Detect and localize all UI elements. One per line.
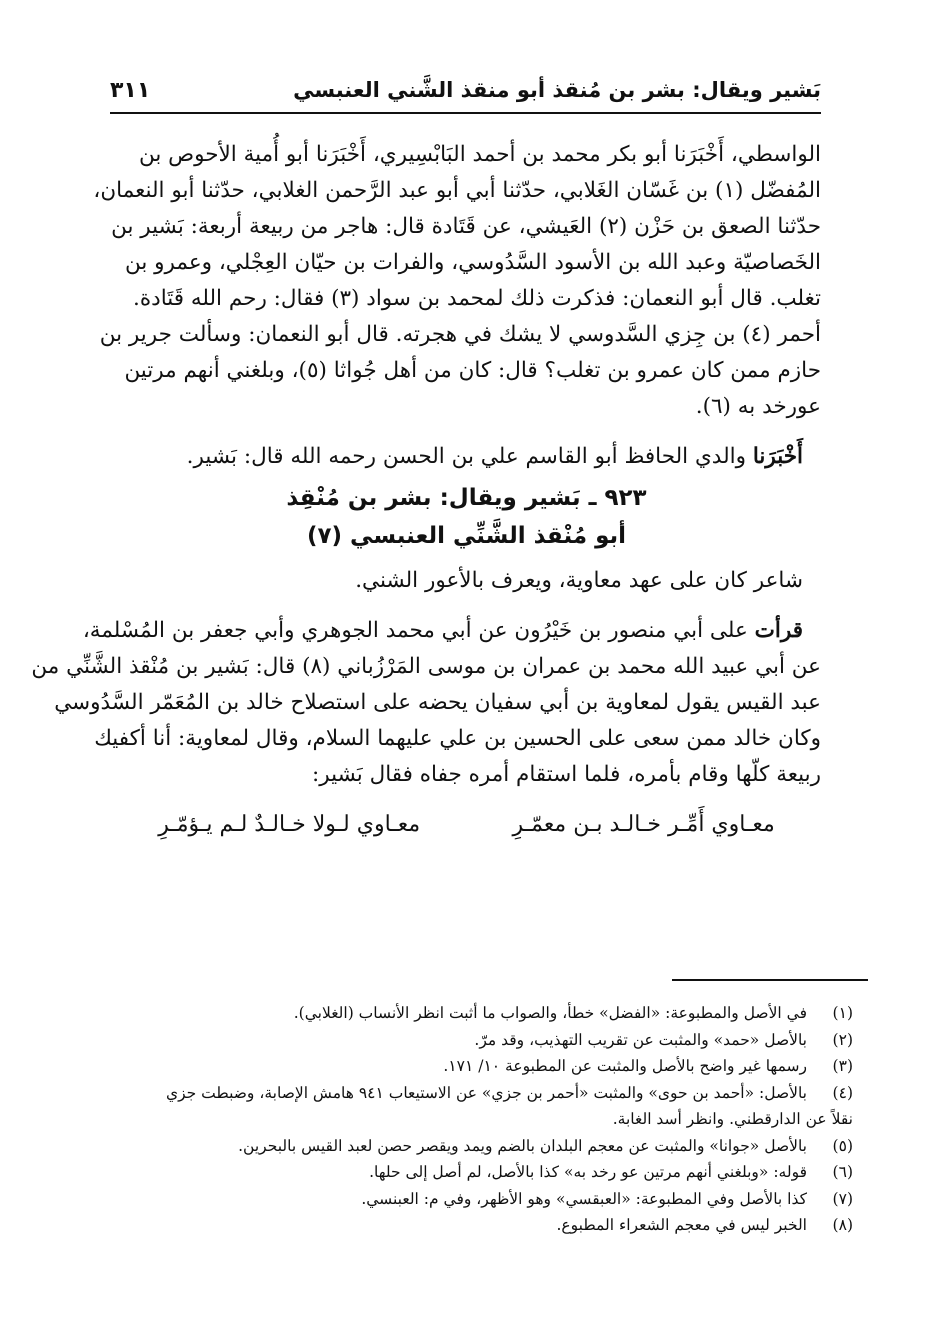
footnote-number: (٢) xyxy=(832,1030,853,1049)
paragraph-qara-tu xyxy=(31,613,821,793)
text-line: ربيعة كلّها وقام بأمره، فلما استقام أمره جفاه فقال بَشير: xyxy=(312,762,821,787)
footnote-text: الخبر ليس في معجم الشعراء المطبوع. xyxy=(556,1216,807,1234)
footnote-text: بالأصل «حمد» والمثبت عن تقريب التهذيب، وقد مرّ. xyxy=(474,1030,807,1049)
paragraph-text: والدي الحافظ أبو القاسم علي بن الحسن رحمه الله قال: بَشير. xyxy=(186,444,746,469)
text-line: حازم ممن كان عمرو بن تغلب؟ قال: كان من أهل جُواثا (٥)، وبلغني أنهم مرتين xyxy=(124,358,821,383)
text-line xyxy=(82,613,821,649)
text-line: المُفضّل (١) بن غَسّان الغَلابي، حدّثنا أبي أبو عبد الرَّحمن الغلابي، حدّثنا أبو النعمان، xyxy=(93,178,821,203)
poem-verse xyxy=(112,807,821,843)
footnote xyxy=(112,1000,853,1027)
footnote-number: (١) xyxy=(832,1004,853,1022)
paragraph-isnad xyxy=(93,137,821,425)
footnote-number: (٣) xyxy=(832,1057,853,1075)
footnote-text: كذا بالأصل وفي المطبوعة: «العبقسي» وهو الأظهر، وفي م: العبنسي. xyxy=(361,1189,807,1208)
paragraph-lead-word: قرأت xyxy=(754,618,803,643)
text-line: الواسطي، أَخْبَرَنا أبو بكر محمد بن أحمد البَابْسِيري، أَخْبَرَنا أبو أُمية الأحوص بن xyxy=(138,142,821,167)
text-line: حدّثنا الصعق بن حَزْن (٢) العَيشي، عن قَتَادة قال: هاجر من ربيعة أربعة: بَشير بن xyxy=(111,214,821,239)
paragraph-lead-word: أَخْبَرَنا xyxy=(752,444,803,469)
entry-title xyxy=(112,479,821,555)
entry-title-line: ٩٢٣ ـ بَشير ويقال: بشر بن مُنْقِذ xyxy=(286,485,647,511)
footnote xyxy=(112,1212,853,1239)
footnote xyxy=(112,1133,853,1160)
footnote-number: (٥) xyxy=(832,1136,853,1155)
main-text xyxy=(31,137,821,843)
footnote xyxy=(112,1080,853,1107)
text-line: عن أبي عبيد الله محمد بن عمران بن موسى المَرْزُباني (٨) قال: بَشير بن مُنْقذ الشَّنِّي من xyxy=(31,654,821,679)
footnote xyxy=(112,1159,853,1186)
paragraph-description xyxy=(112,563,821,599)
verse-hemistich: معـاوي أَمِّـر خـالـد بـن معمّـرِ xyxy=(512,812,775,837)
paragraph-text: على أبي منصور بن خَيْرُون عن أبي محمد الجوهري وأبي جعفر بن المُسْلمة، xyxy=(82,618,748,643)
footnote-continuation: نقلاً عن الدارقطني. وانظر أسد الغابة. xyxy=(612,1110,853,1128)
running-title: بَشير ويقال: بشر بن مُنقذ أبو منقذ الشَّني العنبسي xyxy=(293,78,821,102)
text-line: الخَصاصيّة وعبد الله بن الأسود السَّدُوسي، والفرات بن حيّان العِجْلي، وعمرو بن xyxy=(124,250,821,275)
text-line: تغلب. قال أبو النعمان: فذكرت ذلك لمحمد بن سواد (٣) فقال: رحم الله قَتَادة. xyxy=(133,286,821,311)
footnote-text: بالأصل: «أحمد بن حوى» والمثبت «أحمر بن جزي» عن الاستيعاب ٩٤١ هامش الإصابة، وضبطت جزي xyxy=(165,1083,807,1102)
page-header xyxy=(110,72,821,114)
footnote-number: (٤) xyxy=(832,1083,853,1102)
text-line: عبد القيس يقول لمعاوية بن أبي سفيان يحضه على استصلاح خالد بن المُعَمّر السَّدُوسي xyxy=(54,690,821,715)
footnote xyxy=(112,1186,853,1213)
footnote-text: في الأصل والمطبوعة: «الفضل» خطأ، والصواب ما أثبت انظر الأنساب (الغلابي). xyxy=(293,1004,807,1022)
text-line: وكان خالد ممن سعى على الحسين بن علي عليهما السلام، وقال لمعاوية: أنا أكفيك xyxy=(94,726,821,751)
footnote-text: رسمها غير واضح بالأصل والمثبت عن المطبوعة ١٠/ ١٧١. xyxy=(443,1057,807,1075)
footnote xyxy=(112,1027,853,1054)
footnote-number: (٦) xyxy=(832,1163,853,1181)
footnote-text: قوله: «وبلغني أنهم مرتين عو رخد به» كذا بالأصل، لم أصل إلى حلها. xyxy=(369,1163,807,1181)
page-number: ٣١١ xyxy=(110,78,151,103)
verse-hemistich: معـاوي لـولا خـالـدٌ لـم يـؤمّـرِ xyxy=(158,812,421,837)
footnotes xyxy=(112,1000,853,1239)
text-line: أحمر (٤) بن جِزي السَّدوسي لا يشك في هجرته. قال أبو النعمان: وسألت جرير بن xyxy=(99,322,821,347)
footnote-text: بالأصل «جوانا» والمثبت عن معجم البلدان بالضم ويمد ويقصر حصن لعبد القيس بالبحرين. xyxy=(238,1136,807,1155)
footnote-separator xyxy=(672,979,868,981)
paragraph-text: شاعر كان على عهد معاوية، ويعرف بالأعور الشني. xyxy=(355,568,803,593)
entry-title-line: أبو مُنْقذ الشَّنِّي العنبسي (٧) xyxy=(306,523,627,549)
footnote-number: (٨) xyxy=(832,1216,853,1234)
footnote xyxy=(112,1053,853,1080)
footnote-number: (٧) xyxy=(832,1189,853,1208)
paragraph-akhbarana xyxy=(112,439,821,475)
text-line: عورخد به (٦). xyxy=(695,394,821,419)
